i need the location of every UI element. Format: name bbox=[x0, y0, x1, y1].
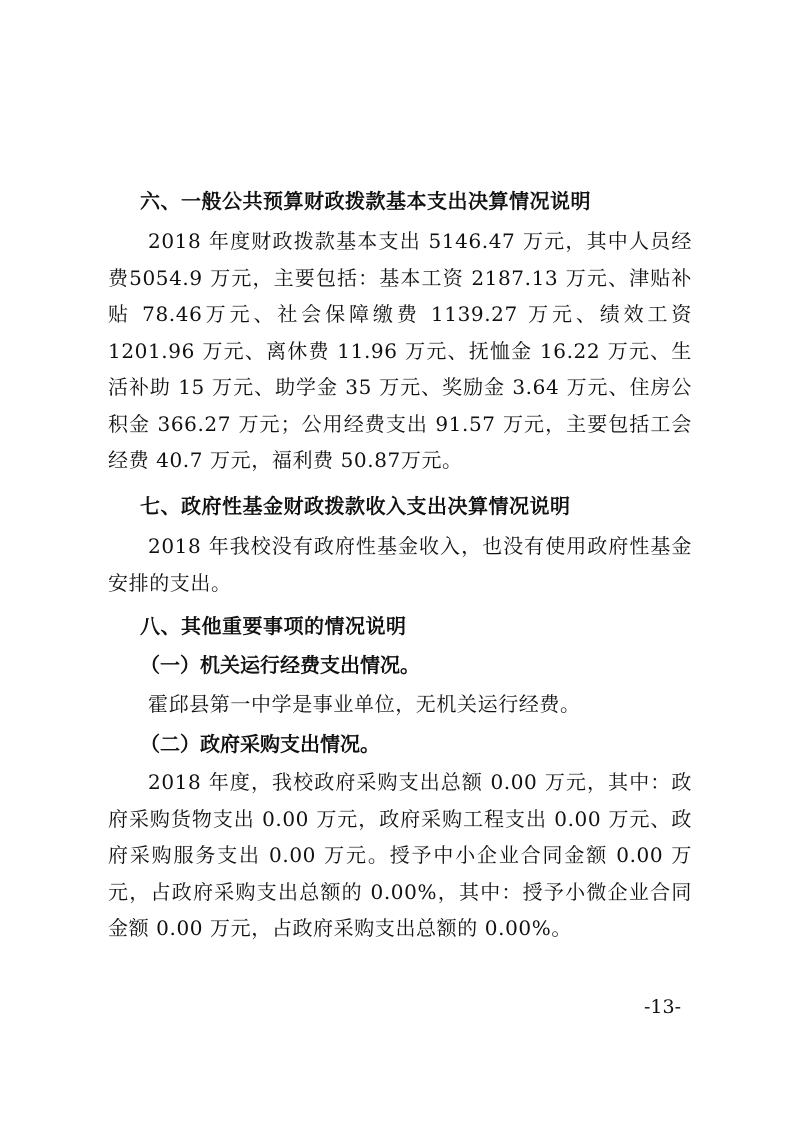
subsection-one-heading: （一）机关运行经费支出情况。 bbox=[140, 653, 420, 677]
section-six-body: 2018 年度财政拨款基本支出 5146.47 万元，其中人员经费5054.9 万元，主要包括：基本工资 2187.13 万元、津贴补贴 78.46万元、社会保障缴费 1139.27 万元、绩效工资 1201.96 万元、离休费 11.96 万元、抚恤金 16.22 万元、生活补助 15 万元、助学金 35 万元、奖励金 3.64 万元、住房公积金 366.27 万元；公用经费支出 91.57 万元，主要包括工会经费 40.7 万元，福利费 50.87万元。 bbox=[108, 229, 692, 472]
subsection-two-heading: （二）政府采购支出情况。 bbox=[140, 732, 380, 756]
section-eight-heading: 八、其他重要事项的情况说明 bbox=[140, 614, 407, 638]
page-number: -13- bbox=[644, 996, 682, 1018]
subsection-two-body: 2018 年度，我校政府采购支出总额 0.00 万元，其中：政府采购货物支出 0.00 万元，政府采购工程支出 0.00 万元、政府采购服务支出 0.00 万元。授予中小企业合同金额 0.00 万元，占政府采购支出总额的 0.00%，其中：授予小微企业合同金额 0.00 万元，占政府采购支出总额的 0.00%。 bbox=[108, 770, 692, 940]
section-seven-heading: 七、政府性基金财政拨款收入支出决算情况说明 bbox=[140, 494, 571, 518]
section-six-heading: 六、一般公共预算财政拨款基本支出决算情况说明 bbox=[140, 189, 591, 213]
section-seven-body: 2018 年我校没有政府性基金收入，也没有使用政府性基金安排的支出。 bbox=[108, 534, 692, 595]
subsection-one-body: 霍邱县第一中学是事业单位，无机关运行经费。 bbox=[148, 692, 581, 716]
